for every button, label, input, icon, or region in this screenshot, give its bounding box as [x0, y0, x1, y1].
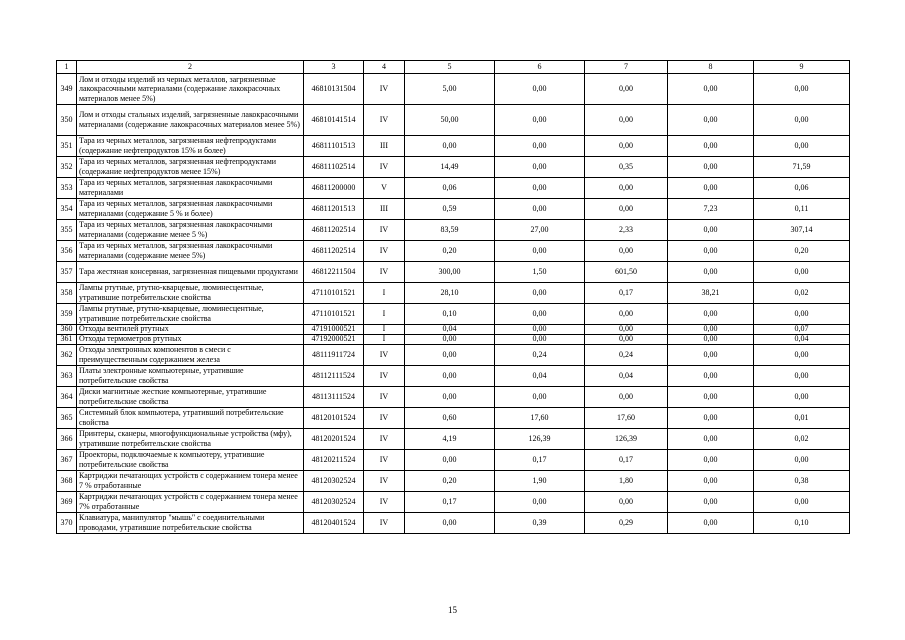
- value-cell: 4,19: [405, 429, 495, 450]
- value-cell: 0,00: [495, 241, 585, 262]
- value-cell: 46811101513: [304, 136, 364, 157]
- column-header: 5: [405, 61, 495, 74]
- value-cell: 48120401524: [304, 513, 364, 534]
- column-header: 7: [585, 61, 668, 74]
- value-cell: I: [364, 335, 405, 345]
- row-number-cell: 362: [57, 345, 77, 366]
- value-cell: 46812211504: [304, 262, 364, 283]
- value-cell: 46810141514: [304, 105, 364, 136]
- value-cell: 48113111524: [304, 387, 364, 408]
- value-cell: 0,17: [405, 492, 495, 513]
- table-row: [57, 325, 850, 335]
- value-cell: 0,00: [668, 241, 754, 262]
- row-number-cell: 369: [57, 492, 77, 513]
- row-number-cell: 365: [57, 408, 77, 429]
- value-cell: 0,00: [754, 304, 850, 325]
- value-cell: 0,00: [495, 304, 585, 325]
- value-cell: 0,00: [668, 304, 754, 325]
- value-cell: 0,17: [585, 283, 668, 304]
- table-row: [57, 450, 850, 471]
- table-row: [57, 304, 850, 325]
- value-cell: 0,00: [754, 492, 850, 513]
- table-row: [57, 241, 850, 262]
- value-cell: I: [364, 304, 405, 325]
- value-cell: 17,60: [495, 408, 585, 429]
- waste-name-cell: Тара жестяная консервная, загрязненная пищевыми продуктами: [77, 262, 304, 283]
- value-cell: 0,00: [668, 335, 754, 345]
- page-number: 15: [448, 605, 457, 615]
- table-row: [57, 366, 850, 387]
- value-cell: 48111911724: [304, 345, 364, 366]
- column-header: 6: [495, 61, 585, 74]
- value-cell: 50,00: [405, 105, 495, 136]
- column-header: 9: [754, 61, 850, 74]
- value-cell: 0,00: [754, 262, 850, 283]
- row-number-cell: 355: [57, 220, 77, 241]
- value-cell: 0,00: [585, 492, 668, 513]
- value-cell: 0,00: [405, 335, 495, 345]
- row-number-cell: 356: [57, 241, 77, 262]
- value-cell: 0,00: [754, 387, 850, 408]
- table-row: [57, 283, 850, 304]
- waste-name-cell: Платы электронные компьютерные, утратившие потребительские свойства: [77, 366, 304, 387]
- value-cell: 0,00: [405, 513, 495, 534]
- value-cell: 2,33: [585, 220, 668, 241]
- value-cell: I: [364, 325, 405, 335]
- value-cell: 0,00: [405, 387, 495, 408]
- row-number-cell: 353: [57, 178, 77, 199]
- table-row: [57, 429, 850, 450]
- value-cell: 0,20: [754, 241, 850, 262]
- value-cell: 0,00: [668, 74, 754, 105]
- value-cell: 0,00: [405, 450, 495, 471]
- value-cell: 0,00: [754, 105, 850, 136]
- waste-name-cell: Картриджи печатающих устройств с содержанием тонера менее 7 % отработанные: [77, 471, 304, 492]
- value-cell: 0,00: [668, 471, 754, 492]
- value-cell: 0,00: [585, 387, 668, 408]
- column-header: 1: [57, 61, 77, 74]
- value-cell: 71,59: [754, 157, 850, 178]
- value-cell: 0,00: [405, 366, 495, 387]
- value-cell: 0,00: [495, 178, 585, 199]
- waste-name-cell: Принтеры, сканеры, многофункциональные устройства (мфу), утратившие потребительские свойства: [77, 429, 304, 450]
- waste-name-cell: Картриджи печатающих устройств с содержанием тонера менее 7% отработанные: [77, 492, 304, 513]
- value-cell: IV: [364, 241, 405, 262]
- row-number-cell: 351: [57, 136, 77, 157]
- value-cell: 0,00: [495, 74, 585, 105]
- value-cell: 0,00: [668, 136, 754, 157]
- row-number-cell: 354: [57, 199, 77, 220]
- value-cell: IV: [364, 429, 405, 450]
- value-cell: 0,00: [668, 325, 754, 335]
- value-cell: 0,20: [405, 471, 495, 492]
- value-cell: 0,00: [668, 366, 754, 387]
- value-cell: 47110101521: [304, 304, 364, 325]
- value-cell: 46811200000: [304, 178, 364, 199]
- value-cell: 126,39: [495, 429, 585, 450]
- value-cell: 0,06: [754, 178, 850, 199]
- value-cell: 0,59: [405, 199, 495, 220]
- value-cell: 0,38: [754, 471, 850, 492]
- value-cell: 0,00: [495, 157, 585, 178]
- value-cell: IV: [364, 450, 405, 471]
- waste-name-cell: Лом и отходы стальных изделий, загрязненные лакокрасочными материалами (содержание лакокрасочных материалов менее 5%): [77, 105, 304, 136]
- value-cell: 38,21: [668, 283, 754, 304]
- value-cell: IV: [364, 471, 405, 492]
- value-cell: 126,39: [585, 429, 668, 450]
- value-cell: 47110101521: [304, 283, 364, 304]
- waste-name-cell: Тара из черных металлов, загрязненная лакокрасочными материалами: [77, 178, 304, 199]
- value-cell: 0,00: [585, 199, 668, 220]
- value-cell: 1,80: [585, 471, 668, 492]
- value-cell: 0,00: [668, 513, 754, 534]
- waste-name-cell: Лампы ртутные, ртутно-кварцевые, люминесцентные, утратившие потребительские свойства: [77, 304, 304, 325]
- value-cell: 0,24: [585, 345, 668, 366]
- header-row: [57, 61, 850, 74]
- column-header: 2: [77, 61, 304, 74]
- value-cell: 48120302524: [304, 471, 364, 492]
- waste-name-cell: Лом и отходы изделий из черных металлов, загрязненные лакокрасочными материалами (содержание лакокрасочных материалов менее 5%): [77, 74, 304, 105]
- value-cell: 0,00: [668, 157, 754, 178]
- value-cell: 0,00: [495, 325, 585, 335]
- table-row: [57, 408, 850, 429]
- value-cell: IV: [364, 345, 405, 366]
- table-row: [57, 513, 850, 534]
- value-cell: 0,60: [405, 408, 495, 429]
- row-number-cell: 368: [57, 471, 77, 492]
- value-cell: 0,00: [754, 366, 850, 387]
- value-cell: 48120302524: [304, 492, 364, 513]
- waste-name-cell: Тара из черных металлов, загрязненная лакокрасочными материалами (содержание менее 5 %): [77, 220, 304, 241]
- value-cell: IV: [364, 492, 405, 513]
- value-cell: 0,00: [668, 220, 754, 241]
- value-cell: 0,24: [495, 345, 585, 366]
- value-cell: 0,00: [585, 325, 668, 335]
- value-cell: 47192000521: [304, 335, 364, 345]
- value-cell: III: [364, 136, 405, 157]
- value-cell: IV: [364, 157, 405, 178]
- value-cell: 0,39: [495, 513, 585, 534]
- value-cell: 0,29: [585, 513, 668, 534]
- value-cell: 0,00: [495, 199, 585, 220]
- value-cell: 0,00: [668, 492, 754, 513]
- value-cell: 0,02: [754, 283, 850, 304]
- table-row: [57, 335, 850, 345]
- column-header: 4: [364, 61, 405, 74]
- waste-name-cell: Проекторы, подключаемые к компьютеру, утратившие потребительские свойства: [77, 450, 304, 471]
- value-cell: 7,23: [668, 199, 754, 220]
- value-cell: IV: [364, 366, 405, 387]
- value-cell: 0,00: [754, 450, 850, 471]
- value-cell: 0,10: [754, 513, 850, 534]
- value-cell: 307,14: [754, 220, 850, 241]
- value-cell: 0,35: [585, 157, 668, 178]
- table-row: [57, 136, 850, 157]
- value-cell: IV: [364, 387, 405, 408]
- value-cell: IV: [364, 513, 405, 534]
- row-number-cell: 361: [57, 335, 77, 345]
- row-number-cell: 366: [57, 429, 77, 450]
- row-number-cell: 352: [57, 157, 77, 178]
- value-cell: 0,10: [405, 304, 495, 325]
- value-cell: 28,10: [405, 283, 495, 304]
- value-cell: 46811201513: [304, 199, 364, 220]
- value-cell: 0,00: [585, 241, 668, 262]
- value-cell: 0,00: [495, 136, 585, 157]
- value-cell: 0,00: [585, 178, 668, 199]
- waste-name-cell: Клавиатура, манипулятор "мышь" с соединительными проводами, утратившие потребительские свойства: [77, 513, 304, 534]
- value-cell: 1,90: [495, 471, 585, 492]
- table-row: [57, 220, 850, 241]
- waste-name-cell: Тара из черных металлов, загрязненная лакокрасочными материалами (содержание 5 % и более): [77, 199, 304, 220]
- value-cell: 0,00: [495, 283, 585, 304]
- row-number-cell: 360: [57, 325, 77, 335]
- value-cell: 14,49: [405, 157, 495, 178]
- value-cell: 0,00: [495, 492, 585, 513]
- table-row: [57, 262, 850, 283]
- value-cell: 0,00: [668, 178, 754, 199]
- value-cell: 46810131504: [304, 74, 364, 105]
- value-cell: 46811202514: [304, 241, 364, 262]
- waste-name-cell: Диски магнитные жесткие компьютерные, утратившие потребительские свойства: [77, 387, 304, 408]
- waste-name-cell: Тара из черных металлов, загрязненная нефтепродуктами (содержание нефтепродуктов менее 15%): [77, 157, 304, 178]
- value-cell: 48120101524: [304, 408, 364, 429]
- value-cell: 601,50: [585, 262, 668, 283]
- value-cell: 0,00: [495, 387, 585, 408]
- value-cell: 83,59: [405, 220, 495, 241]
- value-cell: 48120211524: [304, 450, 364, 471]
- value-cell: 0,00: [585, 74, 668, 105]
- waste-name-cell: Отходы электронных компонентов в смеси с преимущественным содержанием железа: [77, 345, 304, 366]
- waste-name-cell: Тара из черных металлов, загрязненная нефтепродуктами (содержание нефтепродуктов 15% и более): [77, 136, 304, 157]
- value-cell: 5,00: [405, 74, 495, 105]
- value-cell: 46811102514: [304, 157, 364, 178]
- value-cell: 0,17: [495, 450, 585, 471]
- table-row: [57, 74, 850, 105]
- value-cell: 0,20: [405, 241, 495, 262]
- waste-name-cell: Лампы ртутные, ртутно-кварцевые, люминесцентные, утратившие потребительские свойства: [77, 283, 304, 304]
- value-cell: IV: [364, 220, 405, 241]
- value-cell: 0,02: [754, 429, 850, 450]
- row-number-cell: 357: [57, 262, 77, 283]
- value-cell: IV: [364, 262, 405, 283]
- row-number-cell: 364: [57, 387, 77, 408]
- row-number-cell: 363: [57, 366, 77, 387]
- value-cell: I: [364, 283, 405, 304]
- value-cell: V: [364, 178, 405, 199]
- row-number-cell: 367: [57, 450, 77, 471]
- table-body: [57, 74, 850, 534]
- value-cell: 48120201524: [304, 429, 364, 450]
- column-header: 8: [668, 61, 754, 74]
- row-number-cell: 349: [57, 74, 77, 105]
- value-cell: IV: [364, 74, 405, 105]
- value-cell: 0,00: [754, 136, 850, 157]
- value-cell: 0,00: [495, 335, 585, 345]
- table-row: [57, 492, 850, 513]
- value-cell: 17,60: [585, 408, 668, 429]
- value-cell: 0,00: [754, 74, 850, 105]
- waste-name-cell: Отходы термометров ртутных: [77, 335, 304, 345]
- value-cell: 0,07: [754, 325, 850, 335]
- table-row: [57, 345, 850, 366]
- value-cell: 48112111524: [304, 366, 364, 387]
- table-row: [57, 157, 850, 178]
- value-cell: 0,00: [405, 345, 495, 366]
- value-cell: 47191000521: [304, 325, 364, 335]
- value-cell: 300,00: [405, 262, 495, 283]
- value-cell: 0,00: [668, 387, 754, 408]
- row-number-cell: 350: [57, 105, 77, 136]
- waste-name-cell: Системный блок компьютера, утративший потребительские свойства: [77, 408, 304, 429]
- table-row: [57, 387, 850, 408]
- value-cell: 1,50: [495, 262, 585, 283]
- waste-name-cell: Тара из черных металлов, загрязненная лакокрасочными материалами (содержание менее 5%): [77, 241, 304, 262]
- value-cell: 0,04: [585, 366, 668, 387]
- row-number-cell: 359: [57, 304, 77, 325]
- value-cell: 0,00: [754, 345, 850, 366]
- value-cell: 0,01: [754, 408, 850, 429]
- value-cell: 27,00: [495, 220, 585, 241]
- value-cell: 0,17: [585, 450, 668, 471]
- value-cell: 0,00: [585, 335, 668, 345]
- value-cell: 0,00: [585, 105, 668, 136]
- value-cell: 0,00: [405, 136, 495, 157]
- table-row: [57, 199, 850, 220]
- value-cell: 0,00: [495, 105, 585, 136]
- value-cell: 0,00: [585, 304, 668, 325]
- value-cell: 46811202514: [304, 220, 364, 241]
- value-cell: 0,04: [405, 325, 495, 335]
- waste-name-cell: Отходы вентилей ртутных: [77, 325, 304, 335]
- column-header: 3: [304, 61, 364, 74]
- value-cell: 0,00: [668, 345, 754, 366]
- value-cell: IV: [364, 408, 405, 429]
- value-cell: III: [364, 199, 405, 220]
- value-cell: IV: [364, 105, 405, 136]
- value-cell: 0,00: [668, 262, 754, 283]
- value-cell: 0,00: [668, 408, 754, 429]
- table-row: [57, 178, 850, 199]
- value-cell: 0,00: [668, 105, 754, 136]
- value-cell: 0,00: [668, 429, 754, 450]
- value-cell: 0,00: [668, 450, 754, 471]
- table-row: [57, 105, 850, 136]
- waste-table: [56, 60, 850, 534]
- value-cell: 0,04: [754, 335, 850, 345]
- value-cell: 0,11: [754, 199, 850, 220]
- value-cell: 0,06: [405, 178, 495, 199]
- value-cell: 0,04: [495, 366, 585, 387]
- row-number-cell: 358: [57, 283, 77, 304]
- row-number-cell: 370: [57, 513, 77, 534]
- table-row: [57, 471, 850, 492]
- value-cell: 0,00: [585, 136, 668, 157]
